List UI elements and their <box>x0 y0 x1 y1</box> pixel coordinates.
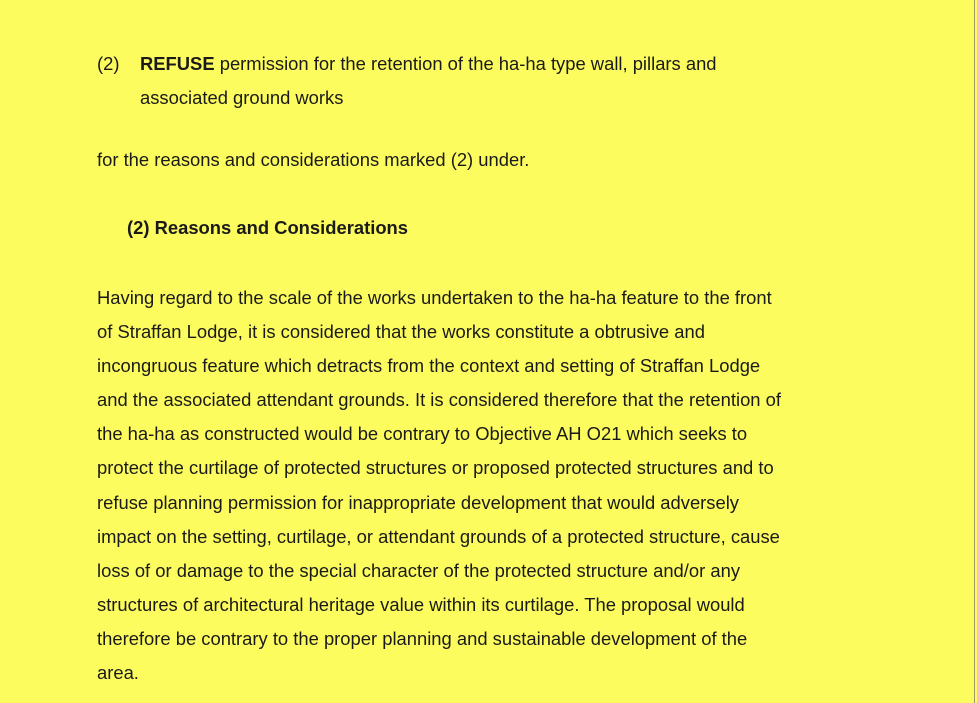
paragraph-line: and the associated attendant grounds. It is considered therefore that the retention of <box>97 389 781 411</box>
refuse-item-line1: permission for the retention of the ha-ha type wall, pillars and <box>214 53 717 74</box>
paragraph-line: area. <box>97 662 139 684</box>
paragraph-line: impact on the setting, curtilage, or attendant grounds of a protected structure, cause <box>97 525 780 547</box>
paragraph-line: structures of architectural heritage value within its curtilage. The proposal would <box>97 593 745 615</box>
item-number: (2) <box>97 53 120 74</box>
section-heading: (2) Reasons and Considerations <box>127 217 409 238</box>
refuse-keyword: REFUSE <box>140 53 215 74</box>
page-edge-line <box>974 0 975 703</box>
paragraph-line: of Straffan Lodge, it is considered that the works constitute a obtrusive and <box>97 321 705 343</box>
paragraph-line: Having regard to the scale of the works undertaken to the ha-ha feature to the front <box>97 287 772 308</box>
paragraph-line: refuse planning permission for inappropriate development that would adversely <box>97 491 740 513</box>
refuse-item-line2: associated ground works <box>140 87 344 108</box>
refuse-item-text <box>140 47 840 115</box>
paragraph-line: therefore be contrary to the proper planning and sustainable development of the <box>97 627 748 649</box>
paragraph-line: protect the curtilage of protected structures or proposed protected structures and to <box>97 457 774 479</box>
reasons-reference: for the reasons and considerations marked (2) under. <box>97 149 530 170</box>
paragraph-line: incongruous feature which detracts from the context and setting of Straffan Lodge <box>97 355 761 377</box>
paragraph-line: the ha-ha as constructed would be contrary to Objective AH O21 which seeks to <box>97 423 748 445</box>
paragraph-line: loss of or damage to the special character of the protected structure and/or any <box>97 559 741 581</box>
reasons-paragraph <box>97 281 857 690</box>
